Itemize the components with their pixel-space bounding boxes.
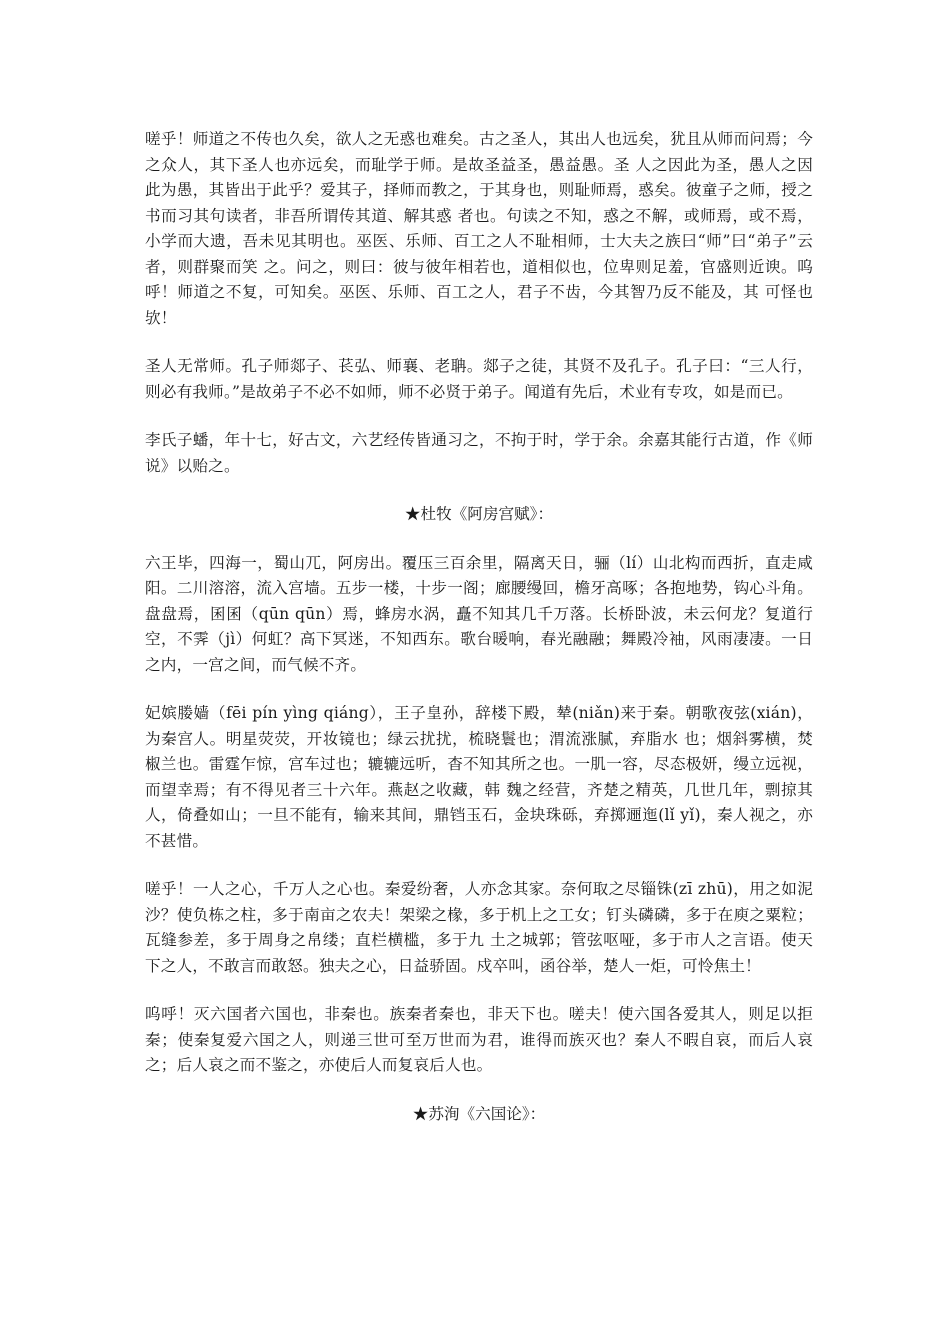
paragraph-afang-2: 妃嫔媵嫱（fēi pín yìng qiáng），王子皇孙，辞楼下殿，辇(niǎn)来于秦。朝歌夜弦(xián)，为秦宫人。明星荧荧，开妆镜也；绿云扰扰，梳晓鬟也；渭流涨腻，弃脂水 也；烟斜雾横，焚椒兰也。雷霆乍惊，宫车过也；辘辘远听，杳不知其所之也。一肌一容，尽态极妍，缦立远视，而望幸焉；有不得见者三十六年。燕赵之收藏，韩 魏之经营，齐楚之精英，几世几年，剽掠其人，倚叠如山；一旦不能有，输来其间，鼎铛玉石，金块珠砾，弃掷逦迤(lǐ yǐ)，秦人视之，亦不甚惜。 [145,704,813,850]
paragraph-gap [145,678,813,701]
paragraph-gap [145,528,813,551]
paragraph-gap [145,854,813,877]
paragraph-afang-4: 呜呼！灭六国者六国也，非秦也。族秦者秦也，非天下也。嗟夫！使六国各爱其人，则足以拒秦；使秦复爱六国之人，则递三世可至万世而为君，谁得而族灭也？秦人不暇自哀，而后人哀之；后人哀之而不鉴之，亦使后人而复哀后人也。 [145,1005,813,1074]
section-heading-liuguo: ★苏洵《六国论》： [412,1104,546,1123]
paragraph-shishuo-3: 李氏子蟠，年十七，好古文，六艺经传皆通习之，不拘于时，学于余。余嘉其能行古道，作《师说》以贻之。 [145,431,813,475]
paragraph-gap [145,979,813,1002]
paragraph-gap [145,405,813,428]
paragraph-gap [145,479,813,502]
document-body [145,127,813,1127]
section-heading-afang: ★杜牧《阿房宫赋》： [404,505,554,523]
paragraph-shishuo-2: 圣人无常师。孔子师郯子、苌弘、师襄、老聃。郯子之徒，其贤不及孔子。孔子曰：“三人行，则必有我师。”是故弟子不必不如师，师不必贤于弟子。闻道有先后，术业有专攻，如是而已。 [145,357,813,401]
paragraph-afang-1: 六王毕，四海一，蜀山兀，阿房出。覆压三百余里，隔离天日，骊（lí）山北构而西折，直走咸阳。二川溶溶，流入宫墙。五步一楼，十步一阁；廊腰缦回，檐牙高啄；各抱地势，钩心斗角。盘盘焉，囷囷（qūn qūn）焉，蜂房水涡，矗不知其几千万落。长桥卧波，未云何龙？复道行空，不霁（jì）何虹？高下冥迷，不知西东。歌台暖响，春光融融；舞殿冷袖，风雨凄凄。一日之内，一宫之间，而气候不齐。 [145,553,813,674]
paragraph-gap [145,1079,813,1102]
paragraph-gap [145,331,813,354]
paragraph-shishuo-1: 嗟乎！师道之不传也久矣，欲人之无惑也难矣。古之圣人，其出人也远矣，犹且从师而问焉；今之众人，其下圣人也亦远矣，而耻学于师。是故圣益圣，愚益愚。圣 人之因此为圣，愚人之因此为愚，其皆出于此乎？爱其子，择师而教之，于其身也，则耻师焉，惑矣。彼童子之师，授之书而习其句读者，非吾所谓传其道、解其惑 者也。句读之不知，惑之不解，或师焉，或不焉，小学而大遗，吾未见其明也。巫医、乐师、百工之人不耻相师，士大夫之族曰“师”曰“弟子”云者，则群聚而笑 之。问之，则曰：彼与彼年相若也，道相似也，位卑则足羞，官盛则近谀。呜呼！师道之不复，可知矣。巫医、乐师、百工之人，君子不齿，今其智乃反不能及，其 可怪也欤！ [145,130,813,327]
paragraph-afang-3: 嗟乎！一人之心，千万人之心也。秦爱纷奢，人亦念其家。奈何取之尽锱铢(zī zhū)，用之如泥沙？使负栋之柱，多于南亩之农夫！架梁之椽，多于机上之工女；钉头磷磷，多于在庾之粟粒；瓦缝参差，多于周身之帛缕；直栏横槛，多于九 土之城郭；管弦呕哑，多于市人之言语。使天下之人，不敢言而敢怒。独夫之心，日益骄固。戍卒叫，函谷举，楚人一炬，可怜焦土！ [145,880,813,975]
